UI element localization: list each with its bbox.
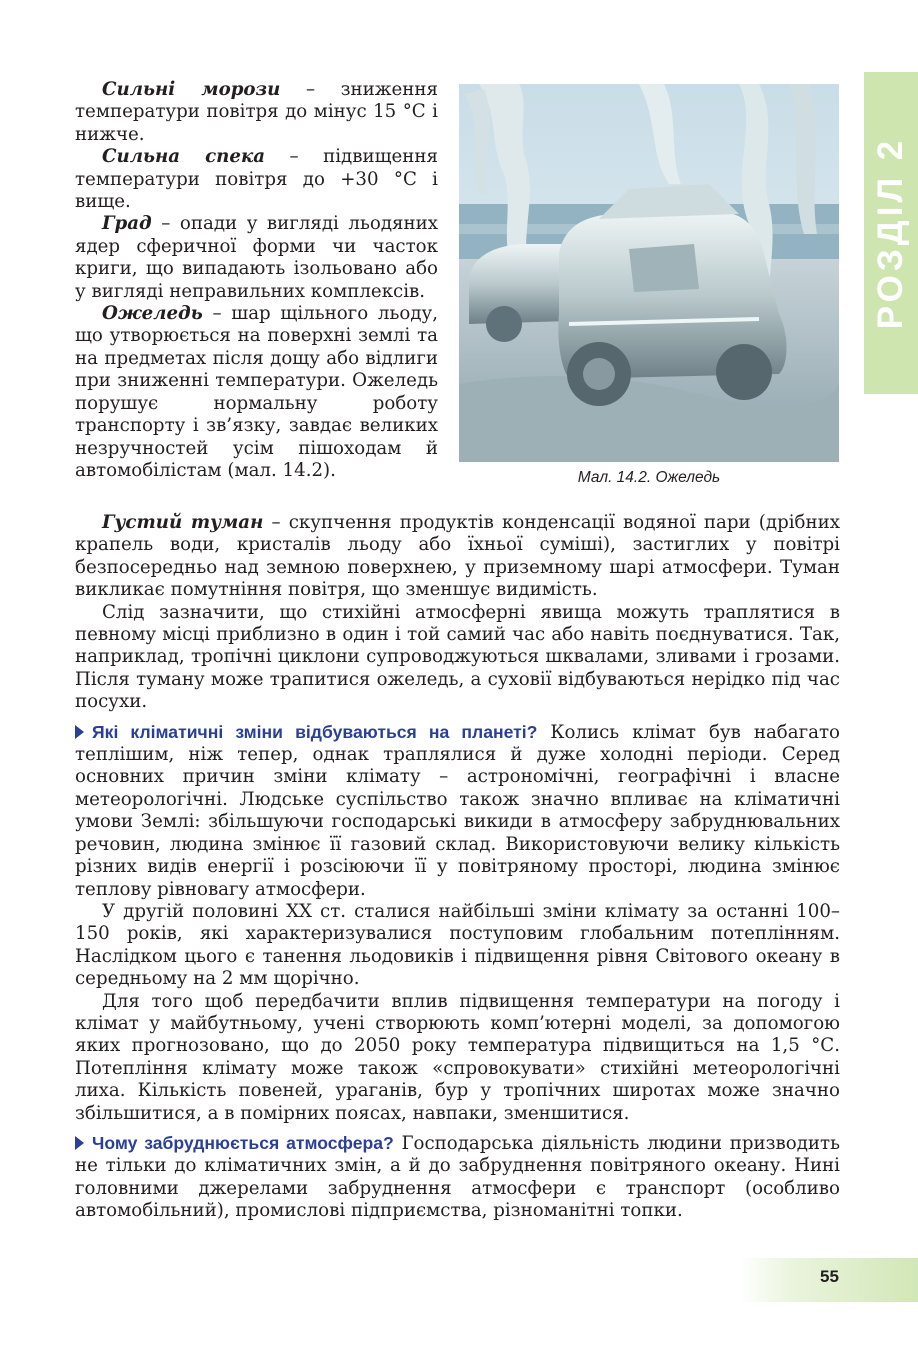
section-tab <box>864 72 918 394</box>
term-definition: – зниження температури повітря до мінус 15 °С і нижче. <box>75 79 438 145</box>
question-answer: Колись клімат був набагато теплішим, ніж тепер, однак траплялися й дуже холодні періоди. Серед основних причин зміни клімату – астрономічні, географічні і власне метеорологічні. Людське суспільство також значно впливає на кліматичні умови Землі: збільшуючи господарські викиди в атмосферу забруднювальних речовин, людина змінює її газовий склад. Використовуючи велику кількість різних видів енергії і розсіюючи її у повітряному просторі, людина змінює теплову рівновагу атмосфери. <box>75 721 840 900</box>
question-paragraph-pollution <box>75 1132 840 1223</box>
term: Сильні морози <box>102 79 281 100</box>
term-definition: – шар щільного льоду, що утворюється на поверхні землі та на предметах після дощу або відлиги при зниженні температури. Ожеледь порушує нормальну роботу транспорту і зв’язку, завдає великих незручностей усім пішоходам й автомобілістам (мал. 14.2). <box>75 303 438 481</box>
term-paragraph-glaze <box>75 303 438 482</box>
term-definition: – опади у вигляді льодяних ядер сферичної форми чи часток криги, що випадають ізольовано або у вигляді неправильних комплексів. <box>75 213 438 302</box>
figure-photo-glaze <box>459 84 839 462</box>
question-answer: Господарська діяльність людини призводить не тільки до кліматичних змін, а й до забруднення повітряного океану. Нині головними джерелами забруднення атмосфери є транспорт (особливо автомобільний), промислові підприємства, різноманітні топки. <box>75 1132 840 1222</box>
ice-covered-cars-illustration <box>459 84 839 462</box>
term-definition: – підвищення температури повітря до +30 °С і вище. <box>75 146 438 213</box>
main-text <box>75 512 840 1223</box>
figure-caption: Мал. 14.2. Ожеледь <box>577 469 721 486</box>
term-paragraph-fog <box>75 512 840 602</box>
page-number: 55 <box>820 1267 839 1286</box>
question-marker-icon <box>75 1136 84 1150</box>
term-paragraph-frosts <box>75 79 438 146</box>
section-question: Чому забруднюється атмосфера? <box>92 1132 394 1153</box>
term: Град <box>102 213 152 235</box>
paragraph-combination: Слід зазначити, що стихійні атмосферні явища можуть траплятися в певному місці приблизно в один і той самий час або навіть поєднуватися. Так, наприклад, тропічні циклони супроводжуються шквалами, зливами і грозами. Після туману може трапитися ожеледь, а суховії відбуваються нерідко під час посухи. <box>75 601 840 713</box>
term-paragraph-heat <box>75 146 438 213</box>
question-paragraph-climate <box>75 721 840 901</box>
paragraph-models: Для того щоб передбачити вплив підвищення температури на погоду і клімат у майбутньому, учені створюють комп’ютерні моделі, за допомогою яких прогнозовано, що до 2050 року температура підвищиться на 1,5 °С. Потепління клімату може також «спровокувати» стихійні метеорологічні лиха. Кількість повеней, ураганів, бур у тропічних широтах може значно збільшитися, а в помірних поясах, навпаки, зменшитися. <box>75 990 840 1124</box>
left-column <box>75 79 438 482</box>
term: Густий туман <box>102 512 264 533</box>
term-definition: – скупчення продуктів конденсації водяної пари (дрібних крапель води, кристалів льоду або їхньої суміші), застиглих у повітрі безпосередньо над земною поверхнею, у приземному шарі атмосфери. Туман викликає помутніння повітря, що зменшує видимість. <box>75 512 840 601</box>
paragraph-xx-century: У другій половині ХХ ст. сталися найбільші зміни клімату за останні 100–150 років, які характеризувалися поступовим глобальним потеплінням. Наслідком цього є танення льодовиків і підвищення рівня Світового океану в середньому на 2 мм щорічно. <box>75 900 840 990</box>
term: Сильна спека <box>102 146 266 168</box>
term: Ожеледь <box>102 303 203 325</box>
section-question: Які кліматичні зміни відбуваються на планеті? <box>92 721 538 742</box>
question-marker-icon <box>75 725 84 739</box>
section-tab-label: РОЗДІЛ 2 <box>871 136 910 330</box>
term-paragraph-hail <box>75 213 438 303</box>
